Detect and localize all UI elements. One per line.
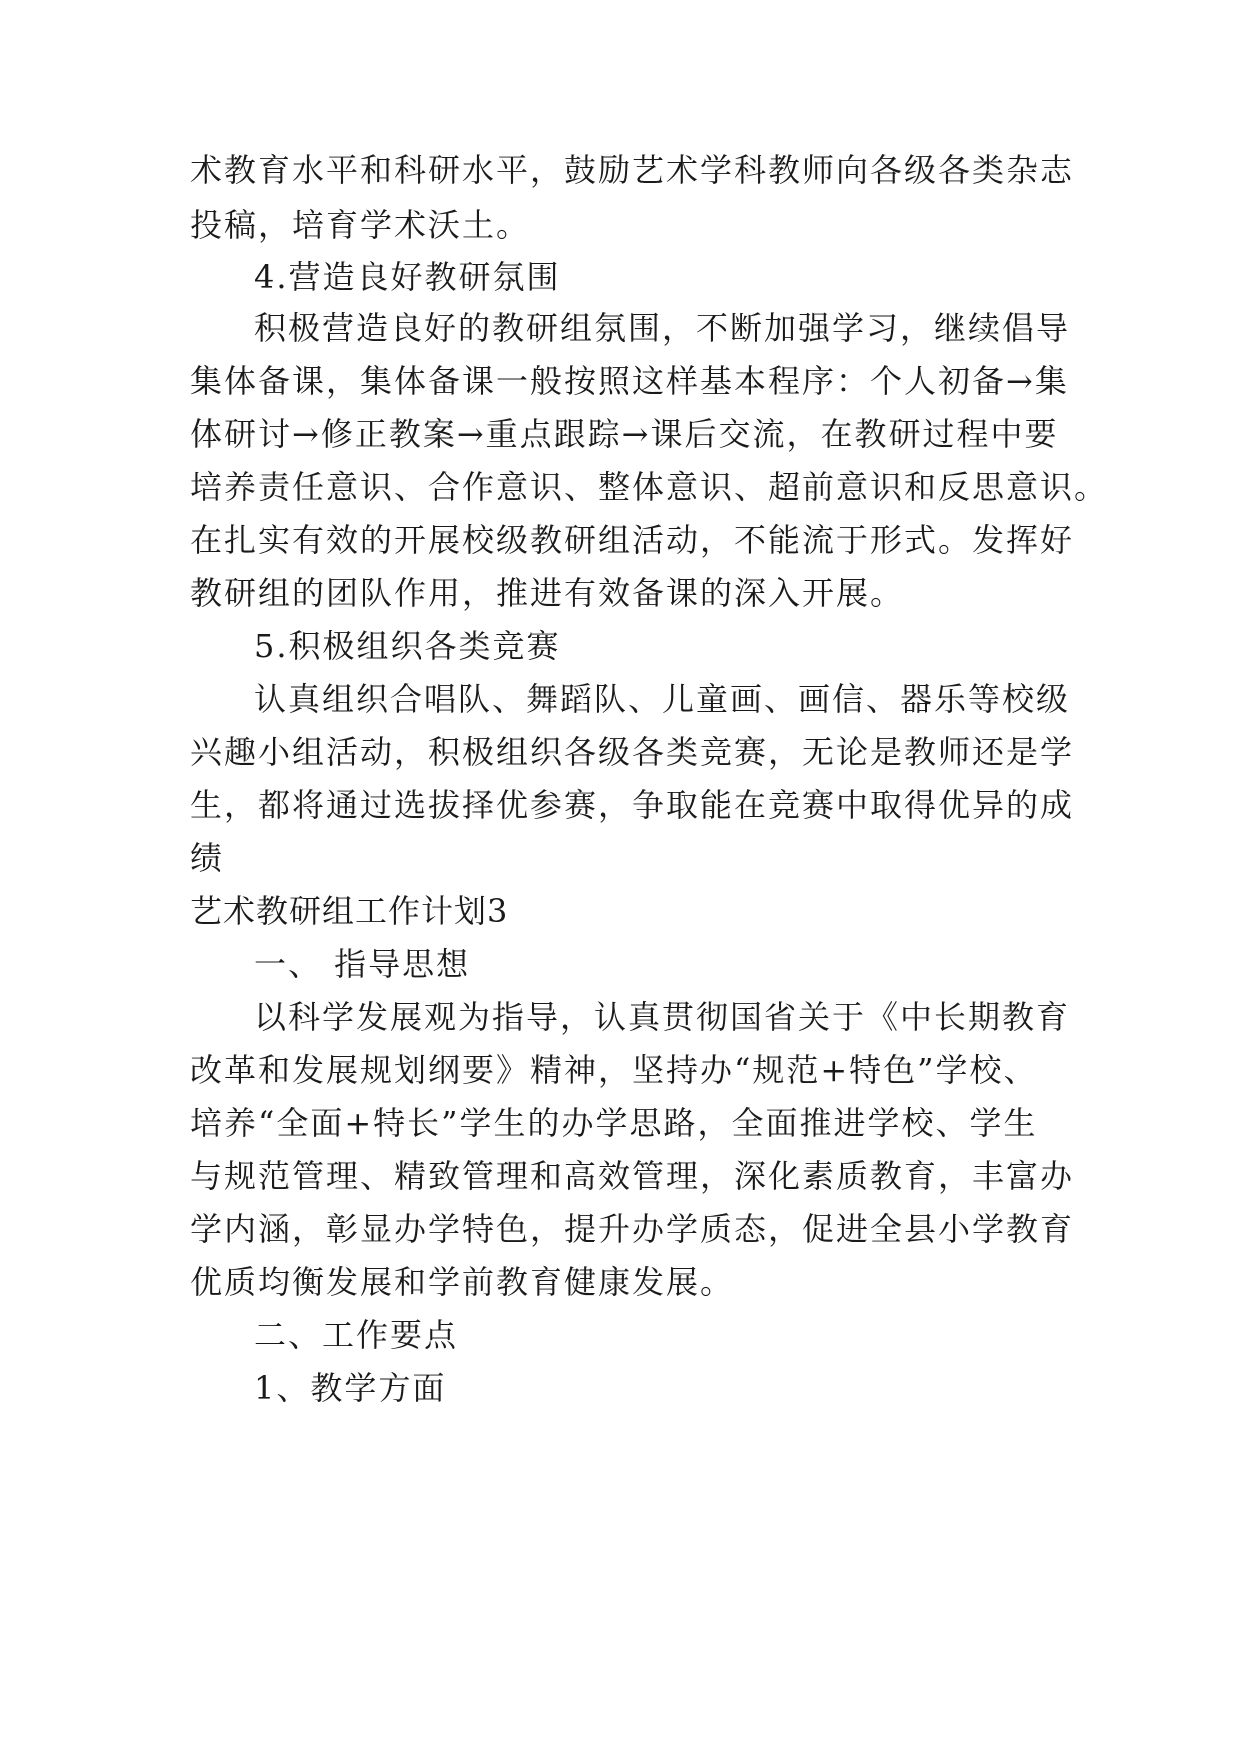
body-text-line: 生，都将通过选拔择优参赛，争取能在竞赛中取得优异的成 — [190, 786, 1075, 824]
section-heading-4: 4.营造良好教研氛围 — [254, 258, 561, 296]
body-text-line: 在扎实有效的开展校级教研组活动，不能流于形式。发挥好 — [190, 521, 1075, 559]
body-text-line: 体研讨→修正教案→重点跟踪→课后交流，在教研过程中要 — [190, 415, 1059, 453]
body-text-line: 以科学发展观为指导，认真贯彻国省关于《中长期教育 — [254, 998, 1071, 1036]
body-text-line: 与规范管理、精致管理和高效管理，深化素质教育，丰富办 — [190, 1157, 1075, 1195]
document-title: 艺术教研组工作计划3 — [190, 892, 509, 930]
body-text-line: 积极营造良好的教研组氛围，不断加强学习，继续倡导 — [254, 309, 1071, 347]
body-text-line: 优质均衡发展和学前教育健康发展。 — [190, 1263, 735, 1301]
body-text-line: 改革和发展规划纲要》精神，坚持办“规范+特色”学校、 — [190, 1051, 1038, 1089]
body-text-line: 兴趣小组活动，积极组织各级各类竞赛，无论是教师还是学 — [190, 733, 1075, 771]
body-text-line: 认真组织合唱队、舞蹈队、儿童画、画信、器乐等校级 — [254, 680, 1071, 718]
body-text-line: 集体备课，集体备课一般按照这样基本程序：个人初备→集 — [190, 362, 1069, 400]
body-text-line: 学内涵，彰显办学特色，提升办学质态，促进全县小学教育 — [190, 1210, 1075, 1248]
body-text-line: 绩 — [190, 839, 225, 877]
subsection-heading-teaching: 1、教学方面 — [254, 1369, 447, 1407]
section-heading-work-points: 二、工作要点 — [254, 1316, 459, 1354]
section-heading-guiding-thought: 一、 指导思想 — [254, 945, 471, 983]
body-text-line: 投稿，培育学术沃土。 — [190, 206, 531, 244]
section-heading-5: 5.积极组织各类竞赛 — [254, 627, 561, 665]
body-text-line: 培养责任意识、合作意识、整体意识、超前意识和反思意识。 — [190, 468, 1109, 506]
body-text-line: 术教育水平和科研水平，鼓励艺术学科教师向各级各类杂志 — [190, 151, 1075, 189]
body-text-line: 教研组的团队作用，推进有效备课的深入开展。 — [190, 574, 905, 612]
body-text-line: 培养“全面+特长”学生的办学思路，全面推进学校、学生 — [190, 1104, 1038, 1142]
